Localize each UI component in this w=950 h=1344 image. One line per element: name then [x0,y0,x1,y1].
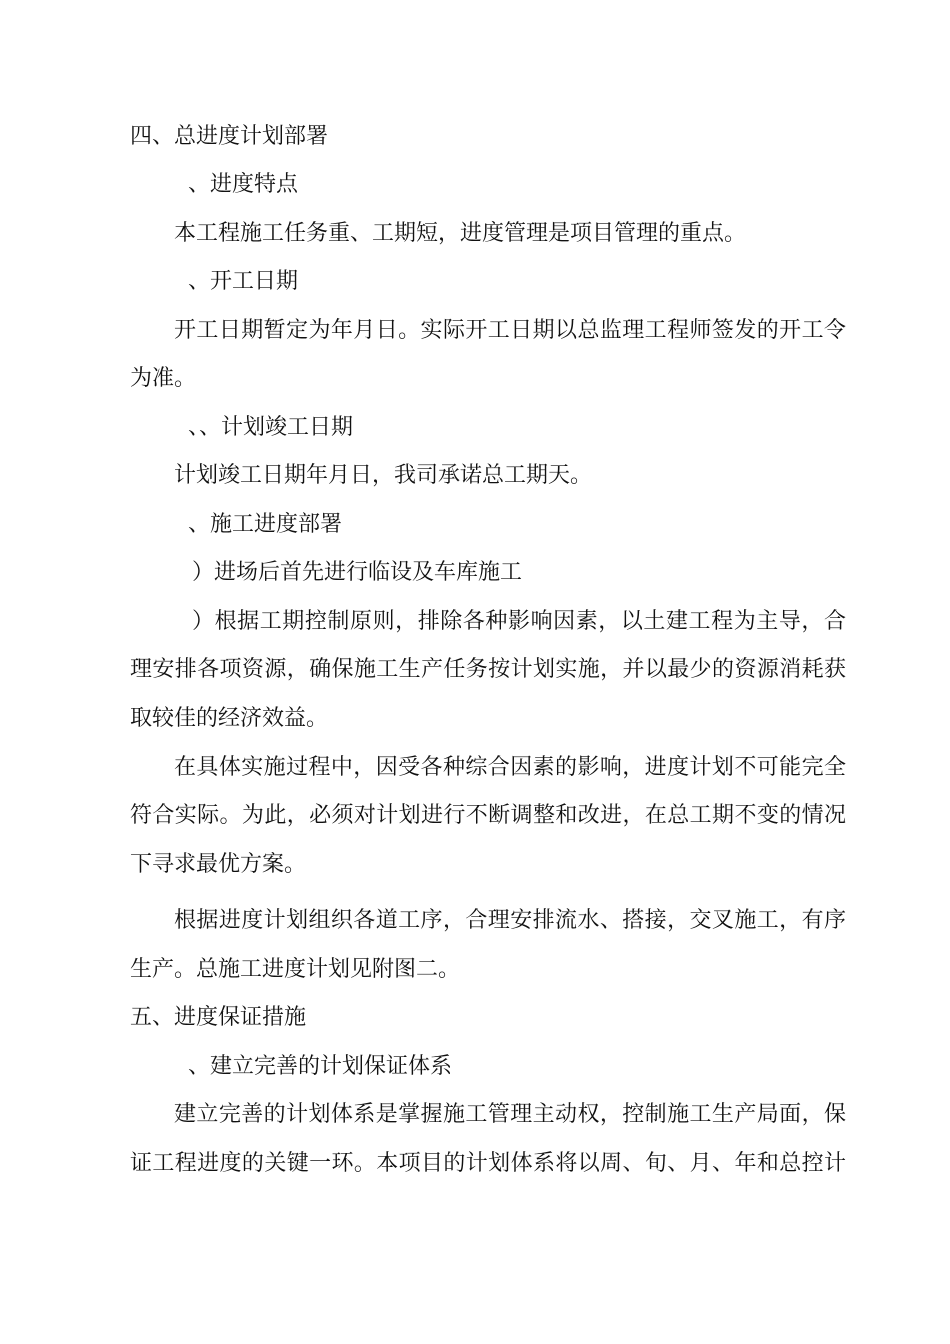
paragraph-line: 计划竣工日期年月日，我司承诺总工期天。 [174,463,593,488]
subheading-completion-date: 、、计划竣工日期 [188,415,354,440]
paragraph-line: 生产。总施工进度计划见附图二。 [130,957,461,982]
paragraph-line: 理安排各项资源，确保施工生产任务按计划实施，并以最少的资源消耗获 [130,657,846,682]
subheading-progress-features: 、进度特点 [188,172,299,197]
paragraph-line: 根据进度计划组织各道工序，合理安排流水、搭接，交叉施工，有序 [174,908,846,933]
paragraph-line: 符合实际。为此，必须对计划进行不断调整和改进，在总工期不变的情况 [130,803,846,828]
paragraph-line: 为准。 [130,366,197,391]
section-heading-4: 四、总进度计划部署 [130,124,329,149]
list-item: ）根据工期控制原则，排除各种影响因素，以土建工程为主导，合 [192,609,846,634]
paragraph-line: 证工程进度的关键一环。本项目的计划体系将以周、旬、月、年和总控计 [130,1151,846,1176]
section-heading-5: 五、进度保证措施 [130,1005,307,1030]
subheading-schedule-deployment: 、施工进度部署 [188,512,343,537]
paragraph-line: 在具体实施过程中，因受各种综合因素的影响，进度计划不可能完全 [174,755,846,780]
paragraph-line: 取较佳的经济效益。 [130,706,329,731]
paragraph-line: 本工程施工任务重、工期短，进度管理是项目管理的重点。 [174,221,747,246]
paragraph-line: 下寻求最优方案。 [130,852,307,877]
subheading-start-date: 、开工日期 [188,269,299,294]
paragraph-line: 开工日期暂定为年月日。实际开工日期以总监理工程师签发的开工令 [174,318,846,343]
subheading-plan-system: 、建立完善的计划保证体系 [188,1054,453,1079]
paragraph-line: 建立完善的计划体系是掌握施工管理主动权，控制施工生产局面，保 [174,1102,846,1127]
list-item: ）进场后首先进行临设及车库施工 [192,560,523,585]
